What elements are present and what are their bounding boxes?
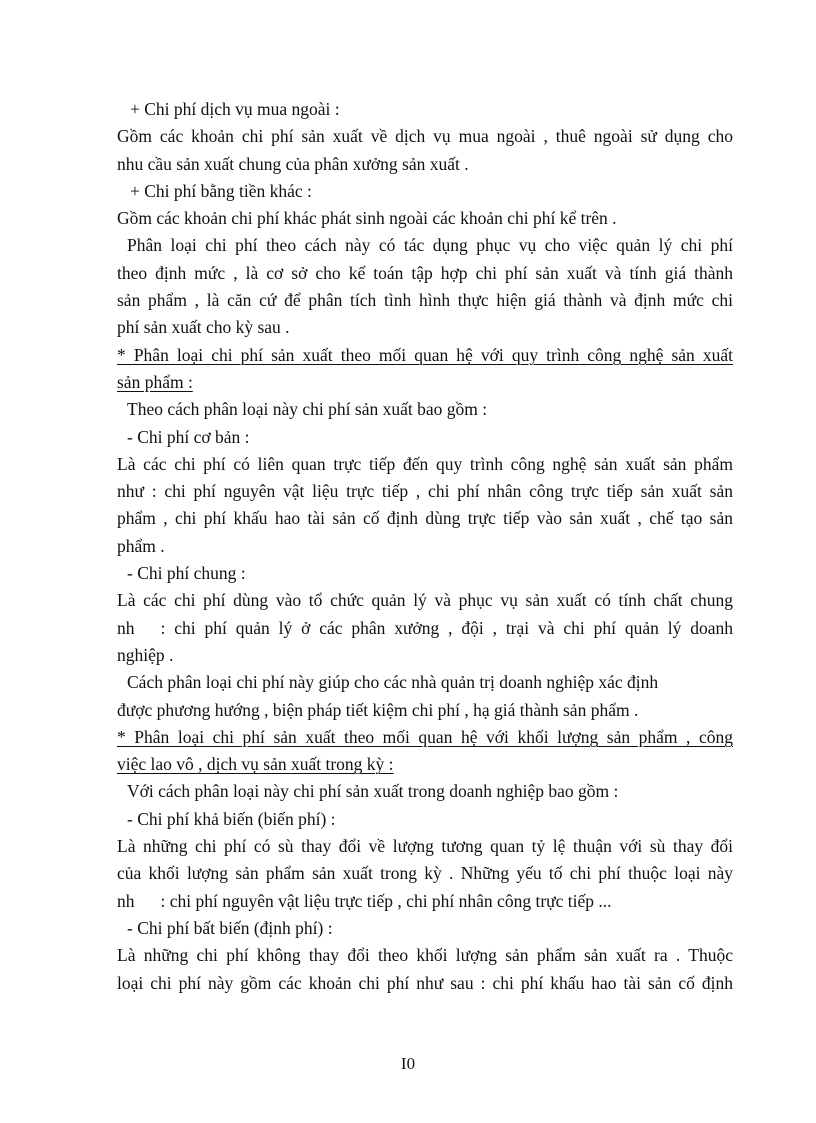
text-line: Là những chi phí có sù thay đổi về lượng tương quan tỷ lệ thuận với sù thay đổi (117, 836, 733, 857)
text-line: Là những chi phí không thay đổi theo khối lượng sản phẩm sản xuất ra . Thuộc (117, 945, 733, 966)
text-line: sản phẩm , là căn cứ để phân tích tình hình thực hiện giá thành và định mức chi (117, 290, 733, 311)
text-line: phí sản xuất cho kỳ sau . (117, 317, 290, 338)
text-line: Gồm các khoản chi phí khác phát sinh ngoài các khoản chi phí kể trên . (117, 208, 617, 229)
document-body (117, 96, 733, 997)
section-heading: * Phân loại chi phí sản xuất theo mối quan hệ với khối lượng sản phẩm , công (117, 726, 733, 747)
text-line: Với cách phân loại này chi phí sản xuất trong doanh nghiệp bao gồm : (127, 781, 619, 802)
text-line: được phương hướng , biện pháp tiết kiệm chi phí , hạ giá thành sản phẩm . (117, 699, 639, 720)
text-fragment: : chi phí nguyên vật liệu trực tiếp , chi phí nhân công trực tiếp ... (160, 890, 612, 911)
section-heading (117, 751, 733, 778)
text-line: phẩm , chi phí khấu hao tài sản cố định dùng trực tiếp vào sản xuất , chế tạo sản (117, 508, 733, 529)
text-line (117, 888, 733, 915)
text-line: - Chi phí bất biến (định phí) : (127, 917, 333, 938)
text-line: của khối lượng sản phẩm sản xuất trong kỳ . Những yếu tố chi phí thuộc loại này (117, 863, 733, 884)
text-line: như : chi phí nguyên vật liệu trực tiếp , chi phí nhân công trực tiếp sản xuất sản (117, 481, 733, 502)
text-fragment: nh (117, 617, 135, 638)
text-line: theo định mức , là cơ sở cho kế toán tập hợp chi phí sản xuất và tính giá thành (117, 262, 733, 283)
section-heading (117, 369, 733, 396)
text-line: Cách phân loại chi phí này giúp cho các nhà quản trị doanh nghiệp xác định (127, 672, 659, 693)
section-heading-text: sản phẩm : (117, 371, 193, 392)
text-line: + Chi phí bằng tiền khác : (130, 180, 312, 201)
text-line: nhu cầu sản xuất chung của phân xưởng sản xuất . (117, 153, 469, 174)
text-line: nghiệp . (117, 644, 174, 665)
text-line: Theo cách phân loại này chi phí sản xuất bao gồm : (127, 399, 488, 420)
section-heading: * Phân loại chi phí sản xuất theo mối quan hệ với quy trình công nghệ sản xuất (117, 344, 733, 365)
text-line: - Chi phí khả biến (biến phí) : (127, 808, 336, 829)
text-line: + Chi phí dịch vụ mua ngoài : (130, 99, 340, 119)
text-line: Là các chi phí dùng vào tổ chức quản lý và phục vụ sản xuất có tính chất chung (117, 590, 733, 611)
text-fragment: : chi phí quản lý ở các phân xưởng , đội , trại và chi phí quản lý doanh (160, 617, 733, 638)
text-line: loại chi phí này gồm các khoản chi phí như sau : chi phí khấu hao tài sản cố định (117, 972, 733, 993)
text-line: - Chi phí cơ bản : (127, 426, 250, 447)
text-fragment: nh (117, 890, 135, 911)
text-line: Là các chi phí có liên quan trực tiếp đến quy trình công nghệ sản xuất sản phẩm (117, 453, 733, 474)
page-number: I0 (400, 1054, 416, 1073)
text-line: - Chi phí chung : (127, 563, 246, 584)
text-line: Gồm các khoản chi phí sản xuất về dịch vụ mua ngoài , thuê ngoài sử dụng cho (117, 126, 733, 147)
text-line (117, 615, 733, 642)
text-line: Phân loại chi phí theo cách này có tác dụng phục vụ cho việc quản lý chi phí (127, 235, 733, 256)
text-line: phẩm . (117, 535, 165, 556)
section-heading-text: việc lao vô , dịch vụ sản xuất trong kỳ : (117, 754, 394, 775)
